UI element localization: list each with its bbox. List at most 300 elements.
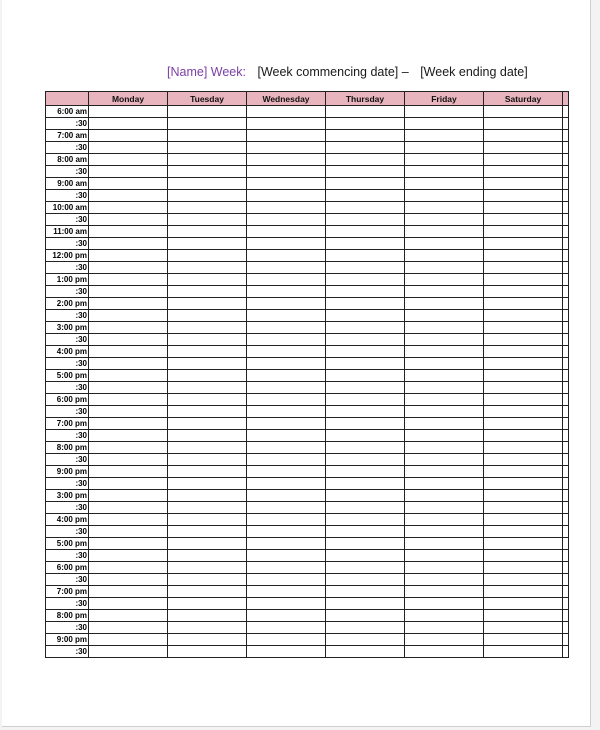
time-label: :30 bbox=[46, 454, 89, 466]
schedule-cell[interactable] bbox=[326, 442, 405, 454]
schedule-cell[interactable] bbox=[405, 250, 484, 262]
schedule-cell[interactable] bbox=[168, 262, 247, 274]
schedule-cell[interactable] bbox=[89, 394, 168, 406]
schedule-cell[interactable] bbox=[247, 502, 326, 514]
schedule-cell[interactable] bbox=[405, 502, 484, 514]
time-row bbox=[46, 142, 569, 154]
schedule-cell[interactable] bbox=[405, 514, 484, 526]
schedule-cell[interactable] bbox=[247, 346, 326, 358]
schedule-cell[interactable] bbox=[326, 166, 405, 178]
schedule-cell[interactable] bbox=[326, 370, 405, 382]
schedule-cell[interactable] bbox=[405, 622, 484, 634]
schedule-cell[interactable] bbox=[89, 310, 168, 322]
schedule-cell[interactable] bbox=[89, 586, 168, 598]
schedule-cell[interactable] bbox=[405, 238, 484, 250]
schedule-cell[interactable] bbox=[484, 238, 563, 250]
schedule-cell[interactable] bbox=[168, 430, 247, 442]
schedule-cell[interactable] bbox=[326, 502, 405, 514]
schedule-cell[interactable] bbox=[484, 142, 563, 154]
schedule-cell[interactable] bbox=[405, 166, 484, 178]
schedule-cell[interactable] bbox=[484, 598, 563, 610]
schedule-cell[interactable] bbox=[168, 310, 247, 322]
schedule-cell[interactable] bbox=[405, 286, 484, 298]
schedule-cell[interactable] bbox=[405, 310, 484, 322]
schedule-cell[interactable] bbox=[89, 166, 168, 178]
schedule-cell[interactable] bbox=[484, 550, 563, 562]
schedule-cell[interactable] bbox=[168, 226, 247, 238]
schedule-cell[interactable] bbox=[484, 418, 563, 430]
schedule-cell[interactable] bbox=[405, 538, 484, 550]
schedule-cell[interactable] bbox=[247, 118, 326, 130]
schedule-cell[interactable] bbox=[247, 130, 326, 142]
schedule-cell[interactable] bbox=[168, 358, 247, 370]
time-label: :30 bbox=[46, 574, 89, 586]
schedule-cell[interactable] bbox=[484, 466, 563, 478]
overflow-cell bbox=[563, 274, 569, 286]
time-row bbox=[46, 370, 569, 382]
schedule-cell[interactable] bbox=[247, 238, 326, 250]
schedule-cell[interactable] bbox=[326, 106, 405, 118]
schedule-cell[interactable] bbox=[484, 226, 563, 238]
day-header-overflow bbox=[563, 92, 569, 106]
schedule-cell[interactable] bbox=[168, 166, 247, 178]
schedule-cell[interactable] bbox=[168, 142, 247, 154]
schedule-cell[interactable] bbox=[326, 430, 405, 442]
schedule-cell[interactable] bbox=[247, 634, 326, 646]
time-row bbox=[46, 226, 569, 238]
schedule-cell[interactable] bbox=[89, 622, 168, 634]
schedule-cell[interactable] bbox=[168, 274, 247, 286]
schedule-cell[interactable] bbox=[326, 550, 405, 562]
schedule-cell[interactable] bbox=[247, 394, 326, 406]
schedule-cell[interactable] bbox=[168, 442, 247, 454]
schedule-cell[interactable] bbox=[247, 322, 326, 334]
overflow-cell bbox=[563, 130, 569, 142]
schedule-cell[interactable] bbox=[405, 190, 484, 202]
schedule-cell[interactable] bbox=[484, 346, 563, 358]
schedule-cell[interactable] bbox=[405, 370, 484, 382]
schedule-cell[interactable] bbox=[168, 466, 247, 478]
schedule-cell[interactable] bbox=[247, 586, 326, 598]
schedule-cell[interactable] bbox=[326, 358, 405, 370]
schedule-cell[interactable] bbox=[326, 586, 405, 598]
schedule-cell[interactable] bbox=[484, 406, 563, 418]
schedule-cell[interactable] bbox=[89, 382, 168, 394]
title-dash: – bbox=[401, 65, 409, 79]
schedule-cell[interactable] bbox=[484, 382, 563, 394]
schedule-cell[interactable] bbox=[405, 634, 484, 646]
schedule-cell[interactable] bbox=[168, 202, 247, 214]
schedule-cell[interactable] bbox=[247, 250, 326, 262]
schedule-cell[interactable] bbox=[168, 250, 247, 262]
schedule-cell[interactable] bbox=[405, 274, 484, 286]
schedule-cell[interactable] bbox=[168, 550, 247, 562]
schedule-cell[interactable] bbox=[484, 262, 563, 274]
schedule-cell[interactable] bbox=[484, 478, 563, 490]
schedule-cell[interactable] bbox=[89, 466, 168, 478]
schedule-cell[interactable] bbox=[247, 598, 326, 610]
schedule-cell[interactable] bbox=[168, 598, 247, 610]
schedule-cell[interactable] bbox=[168, 334, 247, 346]
schedule-cell[interactable] bbox=[89, 598, 168, 610]
schedule-cell[interactable] bbox=[247, 430, 326, 442]
schedule-cell[interactable] bbox=[168, 610, 247, 622]
schedule-cell[interactable] bbox=[484, 574, 563, 586]
schedule-cell[interactable] bbox=[484, 334, 563, 346]
schedule-cell[interactable] bbox=[484, 358, 563, 370]
schedule-cell[interactable] bbox=[326, 130, 405, 142]
schedule-cell[interactable] bbox=[405, 466, 484, 478]
schedule-cell[interactable] bbox=[89, 106, 168, 118]
schedule-cell[interactable] bbox=[168, 322, 247, 334]
schedule-cell[interactable] bbox=[168, 286, 247, 298]
schedule-cell[interactable] bbox=[168, 526, 247, 538]
schedule-cell[interactable] bbox=[247, 262, 326, 274]
schedule-cell[interactable] bbox=[326, 646, 405, 658]
schedule-cell[interactable] bbox=[484, 526, 563, 538]
schedule-cell[interactable] bbox=[89, 346, 168, 358]
schedule-cell[interactable] bbox=[405, 610, 484, 622]
schedule-cell[interactable] bbox=[89, 370, 168, 382]
schedule-cell[interactable] bbox=[484, 298, 563, 310]
schedule-cell[interactable] bbox=[247, 178, 326, 190]
schedule-cell[interactable] bbox=[484, 490, 563, 502]
week-start-placeholder[interactable]: [Week commencing date] bbox=[257, 65, 399, 79]
time-label: 3:00 pm bbox=[46, 322, 89, 334]
schedule-cell[interactable] bbox=[247, 382, 326, 394]
schedule-cell[interactable] bbox=[247, 142, 326, 154]
schedule-cell[interactable] bbox=[405, 430, 484, 442]
schedule-cell[interactable] bbox=[326, 514, 405, 526]
schedule-cell[interactable] bbox=[89, 178, 168, 190]
schedule-cell[interactable] bbox=[247, 418, 326, 430]
schedule-cell[interactable] bbox=[89, 130, 168, 142]
schedule-cell[interactable] bbox=[484, 286, 563, 298]
schedule-cell[interactable] bbox=[247, 226, 326, 238]
schedule-cell[interactable] bbox=[405, 586, 484, 598]
schedule-cell[interactable] bbox=[89, 238, 168, 250]
schedule-cell[interactable] bbox=[247, 154, 326, 166]
schedule-cell[interactable] bbox=[405, 394, 484, 406]
schedule-cell[interactable] bbox=[89, 418, 168, 430]
schedule-cell[interactable] bbox=[168, 586, 247, 598]
schedule-cell[interactable] bbox=[405, 154, 484, 166]
schedule-cell[interactable] bbox=[89, 190, 168, 202]
schedule-cell[interactable] bbox=[405, 526, 484, 538]
schedule-cell[interactable] bbox=[89, 574, 168, 586]
schedule-cell[interactable] bbox=[405, 490, 484, 502]
schedule-cell[interactable] bbox=[326, 298, 405, 310]
schedule-cell[interactable] bbox=[89, 442, 168, 454]
schedule-cell[interactable] bbox=[89, 358, 168, 370]
schedule-cell[interactable] bbox=[247, 406, 326, 418]
overflow-cell bbox=[563, 334, 569, 346]
schedule-cell[interactable] bbox=[326, 190, 405, 202]
schedule-cell[interactable] bbox=[484, 370, 563, 382]
schedule-cell[interactable] bbox=[484, 118, 563, 130]
schedule-cell[interactable] bbox=[89, 286, 168, 298]
schedule-cell[interactable] bbox=[405, 598, 484, 610]
time-label: :30 bbox=[46, 166, 89, 178]
schedule-cell[interactable] bbox=[89, 262, 168, 274]
schedule-cell[interactable] bbox=[247, 274, 326, 286]
time-label: :30 bbox=[46, 358, 89, 370]
schedule-cell[interactable] bbox=[484, 130, 563, 142]
schedule-cell[interactable] bbox=[89, 478, 168, 490]
schedule-cell[interactable] bbox=[484, 214, 563, 226]
overflow-cell bbox=[563, 118, 569, 130]
schedule-cell[interactable] bbox=[89, 298, 168, 310]
schedule-cell[interactable] bbox=[405, 550, 484, 562]
schedule-cell[interactable] bbox=[405, 454, 484, 466]
time-row bbox=[46, 406, 569, 418]
schedule-cell[interactable] bbox=[405, 214, 484, 226]
schedule-cell[interactable] bbox=[247, 202, 326, 214]
schedule-cell[interactable] bbox=[326, 526, 405, 538]
schedule-cell[interactable] bbox=[484, 190, 563, 202]
schedule-cell[interactable] bbox=[247, 358, 326, 370]
schedule-cell[interactable] bbox=[484, 166, 563, 178]
schedule-cell[interactable] bbox=[484, 430, 563, 442]
schedule-cell[interactable] bbox=[168, 370, 247, 382]
schedule-cell[interactable] bbox=[247, 298, 326, 310]
schedule-cell[interactable] bbox=[405, 106, 484, 118]
schedule-cell[interactable] bbox=[247, 286, 326, 298]
schedule-cell[interactable] bbox=[484, 622, 563, 634]
schedule-cell[interactable] bbox=[326, 178, 405, 190]
schedule-cell[interactable] bbox=[247, 526, 326, 538]
schedule-cell[interactable] bbox=[484, 250, 563, 262]
schedule-cell[interactable] bbox=[326, 382, 405, 394]
schedule-cell[interactable] bbox=[484, 310, 563, 322]
schedule-cell[interactable] bbox=[89, 526, 168, 538]
schedule-cell[interactable] bbox=[89, 538, 168, 550]
schedule-cell[interactable] bbox=[168, 394, 247, 406]
schedule-cell[interactable] bbox=[247, 214, 326, 226]
schedule-cell[interactable] bbox=[484, 154, 563, 166]
schedule-cell[interactable] bbox=[247, 454, 326, 466]
schedule-cell[interactable] bbox=[89, 610, 168, 622]
schedule-cell[interactable] bbox=[247, 622, 326, 634]
schedule-cell[interactable] bbox=[168, 622, 247, 634]
schedule-cell[interactable] bbox=[326, 622, 405, 634]
schedule-cell[interactable] bbox=[168, 538, 247, 550]
schedule-cell[interactable] bbox=[247, 106, 326, 118]
schedule-cell[interactable] bbox=[484, 394, 563, 406]
schedule-cell[interactable] bbox=[484, 502, 563, 514]
schedule-cell[interactable] bbox=[89, 226, 168, 238]
schedule-cell[interactable] bbox=[405, 442, 484, 454]
schedule-cell[interactable] bbox=[247, 574, 326, 586]
schedule-cell[interactable] bbox=[168, 382, 247, 394]
schedule-cell[interactable] bbox=[326, 262, 405, 274]
schedule-cell[interactable] bbox=[405, 646, 484, 658]
schedule-cell[interactable] bbox=[89, 634, 168, 646]
schedule-cell[interactable] bbox=[405, 478, 484, 490]
schedule-cell[interactable] bbox=[405, 346, 484, 358]
name-placeholder[interactable]: [Name] bbox=[167, 65, 208, 79]
schedule-cell[interactable] bbox=[89, 214, 168, 226]
week-end-placeholder[interactable]: [Week ending date] bbox=[420, 65, 528, 79]
schedule-cell[interactable] bbox=[326, 490, 405, 502]
schedule-cell[interactable] bbox=[484, 454, 563, 466]
schedule-cell[interactable] bbox=[168, 514, 247, 526]
schedule-cell[interactable] bbox=[89, 490, 168, 502]
schedule-cell[interactable] bbox=[326, 118, 405, 130]
schedule-cell[interactable] bbox=[405, 178, 484, 190]
schedule-cell[interactable] bbox=[247, 646, 326, 658]
schedule-cell[interactable] bbox=[168, 478, 247, 490]
schedule-cell[interactable] bbox=[168, 154, 247, 166]
schedule-cell[interactable] bbox=[405, 358, 484, 370]
schedule-cell[interactable] bbox=[326, 322, 405, 334]
schedule-cell[interactable] bbox=[247, 370, 326, 382]
schedule-cell[interactable] bbox=[89, 142, 168, 154]
schedule-cell[interactable] bbox=[168, 190, 247, 202]
schedule-cell[interactable] bbox=[484, 562, 563, 574]
schedule-cell[interactable] bbox=[168, 490, 247, 502]
schedule-cell[interactable] bbox=[89, 646, 168, 658]
header-row bbox=[46, 92, 569, 106]
schedule-cell[interactable] bbox=[168, 178, 247, 190]
schedule-cell[interactable] bbox=[484, 538, 563, 550]
schedule-cell[interactable] bbox=[89, 250, 168, 262]
schedule-cell[interactable] bbox=[405, 322, 484, 334]
schedule-cell[interactable] bbox=[326, 142, 405, 154]
time-row bbox=[46, 130, 569, 142]
schedule-cell[interactable] bbox=[168, 502, 247, 514]
schedule-cell[interactable] bbox=[89, 430, 168, 442]
schedule-cell[interactable] bbox=[484, 634, 563, 646]
schedule-cell[interactable] bbox=[168, 298, 247, 310]
schedule-cell[interactable] bbox=[405, 226, 484, 238]
schedule-cell[interactable] bbox=[405, 130, 484, 142]
schedule-cell[interactable] bbox=[168, 634, 247, 646]
schedule-cell[interactable] bbox=[326, 634, 405, 646]
schedule-cell[interactable] bbox=[484, 106, 563, 118]
schedule-cell[interactable] bbox=[89, 202, 168, 214]
schedule-cell[interactable] bbox=[405, 406, 484, 418]
schedule-cell[interactable] bbox=[326, 238, 405, 250]
schedule-cell[interactable] bbox=[326, 610, 405, 622]
schedule-cell[interactable] bbox=[484, 514, 563, 526]
schedule-cell[interactable] bbox=[247, 310, 326, 322]
schedule-cell[interactable] bbox=[326, 466, 405, 478]
schedule-cell[interactable] bbox=[247, 190, 326, 202]
schedule-cell[interactable] bbox=[405, 574, 484, 586]
schedule-cell[interactable] bbox=[484, 586, 563, 598]
schedule-cell[interactable] bbox=[326, 286, 405, 298]
schedule-cell[interactable] bbox=[484, 202, 563, 214]
schedule-cell[interactable] bbox=[168, 574, 247, 586]
schedule-cell[interactable] bbox=[405, 262, 484, 274]
schedule-cell[interactable] bbox=[168, 214, 247, 226]
schedule-cell[interactable] bbox=[326, 202, 405, 214]
schedule-cell[interactable] bbox=[484, 178, 563, 190]
schedule-cell[interactable] bbox=[247, 334, 326, 346]
schedule-cell[interactable] bbox=[168, 238, 247, 250]
schedule-cell[interactable] bbox=[247, 610, 326, 622]
time-row bbox=[46, 466, 569, 478]
schedule-cell[interactable] bbox=[326, 574, 405, 586]
schedule-cell[interactable] bbox=[326, 310, 405, 322]
schedule-cell[interactable] bbox=[89, 118, 168, 130]
schedule-cell[interactable] bbox=[405, 202, 484, 214]
schedule-cell[interactable] bbox=[89, 454, 168, 466]
schedule-cell[interactable] bbox=[326, 598, 405, 610]
schedule-cell[interactable] bbox=[326, 538, 405, 550]
overflow-cell bbox=[563, 646, 569, 658]
schedule-cell[interactable] bbox=[89, 154, 168, 166]
schedule-cell[interactable] bbox=[247, 166, 326, 178]
schedule-cell[interactable] bbox=[247, 538, 326, 550]
schedule-cell[interactable] bbox=[89, 406, 168, 418]
schedule-cell[interactable] bbox=[326, 394, 405, 406]
schedule-cell[interactable] bbox=[168, 406, 247, 418]
schedule-cell[interactable] bbox=[247, 466, 326, 478]
schedule-cell[interactable] bbox=[405, 142, 484, 154]
schedule-cell[interactable] bbox=[326, 214, 405, 226]
schedule-cell[interactable] bbox=[89, 334, 168, 346]
schedule-cell[interactable] bbox=[326, 274, 405, 286]
schedule-cell[interactable] bbox=[168, 130, 247, 142]
schedule-cell[interactable] bbox=[168, 646, 247, 658]
schedule-cell[interactable] bbox=[247, 490, 326, 502]
schedule-cell[interactable] bbox=[405, 334, 484, 346]
schedule-cell[interactable] bbox=[247, 550, 326, 562]
schedule-cell[interactable] bbox=[405, 562, 484, 574]
schedule-cell[interactable] bbox=[247, 514, 326, 526]
schedule-cell[interactable] bbox=[89, 514, 168, 526]
schedule-cell[interactable] bbox=[326, 562, 405, 574]
schedule-cell[interactable] bbox=[484, 610, 563, 622]
schedule-cell[interactable] bbox=[89, 322, 168, 334]
schedule-cell[interactable] bbox=[326, 418, 405, 430]
schedule-cell[interactable] bbox=[405, 418, 484, 430]
schedule-cell[interactable] bbox=[405, 118, 484, 130]
schedule-cell[interactable] bbox=[326, 478, 405, 490]
schedule-cell[interactable] bbox=[247, 442, 326, 454]
overflow-cell bbox=[563, 550, 569, 562]
schedule-cell[interactable] bbox=[168, 562, 247, 574]
schedule-cell[interactable] bbox=[326, 154, 405, 166]
schedule-cell[interactable] bbox=[484, 442, 563, 454]
schedule-cell[interactable] bbox=[168, 106, 247, 118]
schedule-cell[interactable] bbox=[326, 226, 405, 238]
schedule-cell[interactable] bbox=[326, 250, 405, 262]
schedule-cell[interactable] bbox=[168, 454, 247, 466]
schedule-cell[interactable] bbox=[484, 274, 563, 286]
schedule-cell[interactable] bbox=[326, 334, 405, 346]
schedule-cell[interactable] bbox=[89, 550, 168, 562]
schedule-cell[interactable] bbox=[247, 562, 326, 574]
schedule-cell[interactable] bbox=[247, 478, 326, 490]
schedule-cell[interactable] bbox=[168, 346, 247, 358]
schedule-cell[interactable] bbox=[326, 454, 405, 466]
schedule-cell[interactable] bbox=[168, 418, 247, 430]
schedule-cell[interactable] bbox=[326, 346, 405, 358]
schedule-cell[interactable] bbox=[405, 298, 484, 310]
schedule-cell[interactable] bbox=[484, 646, 563, 658]
overflow-cell bbox=[563, 418, 569, 430]
schedule-cell[interactable] bbox=[168, 118, 247, 130]
schedule-cell[interactable] bbox=[326, 406, 405, 418]
schedule-cell[interactable] bbox=[484, 322, 563, 334]
schedule-cell[interactable] bbox=[89, 562, 168, 574]
schedule-cell[interactable] bbox=[405, 382, 484, 394]
schedule-cell[interactable] bbox=[89, 274, 168, 286]
schedule-cell[interactable] bbox=[89, 502, 168, 514]
